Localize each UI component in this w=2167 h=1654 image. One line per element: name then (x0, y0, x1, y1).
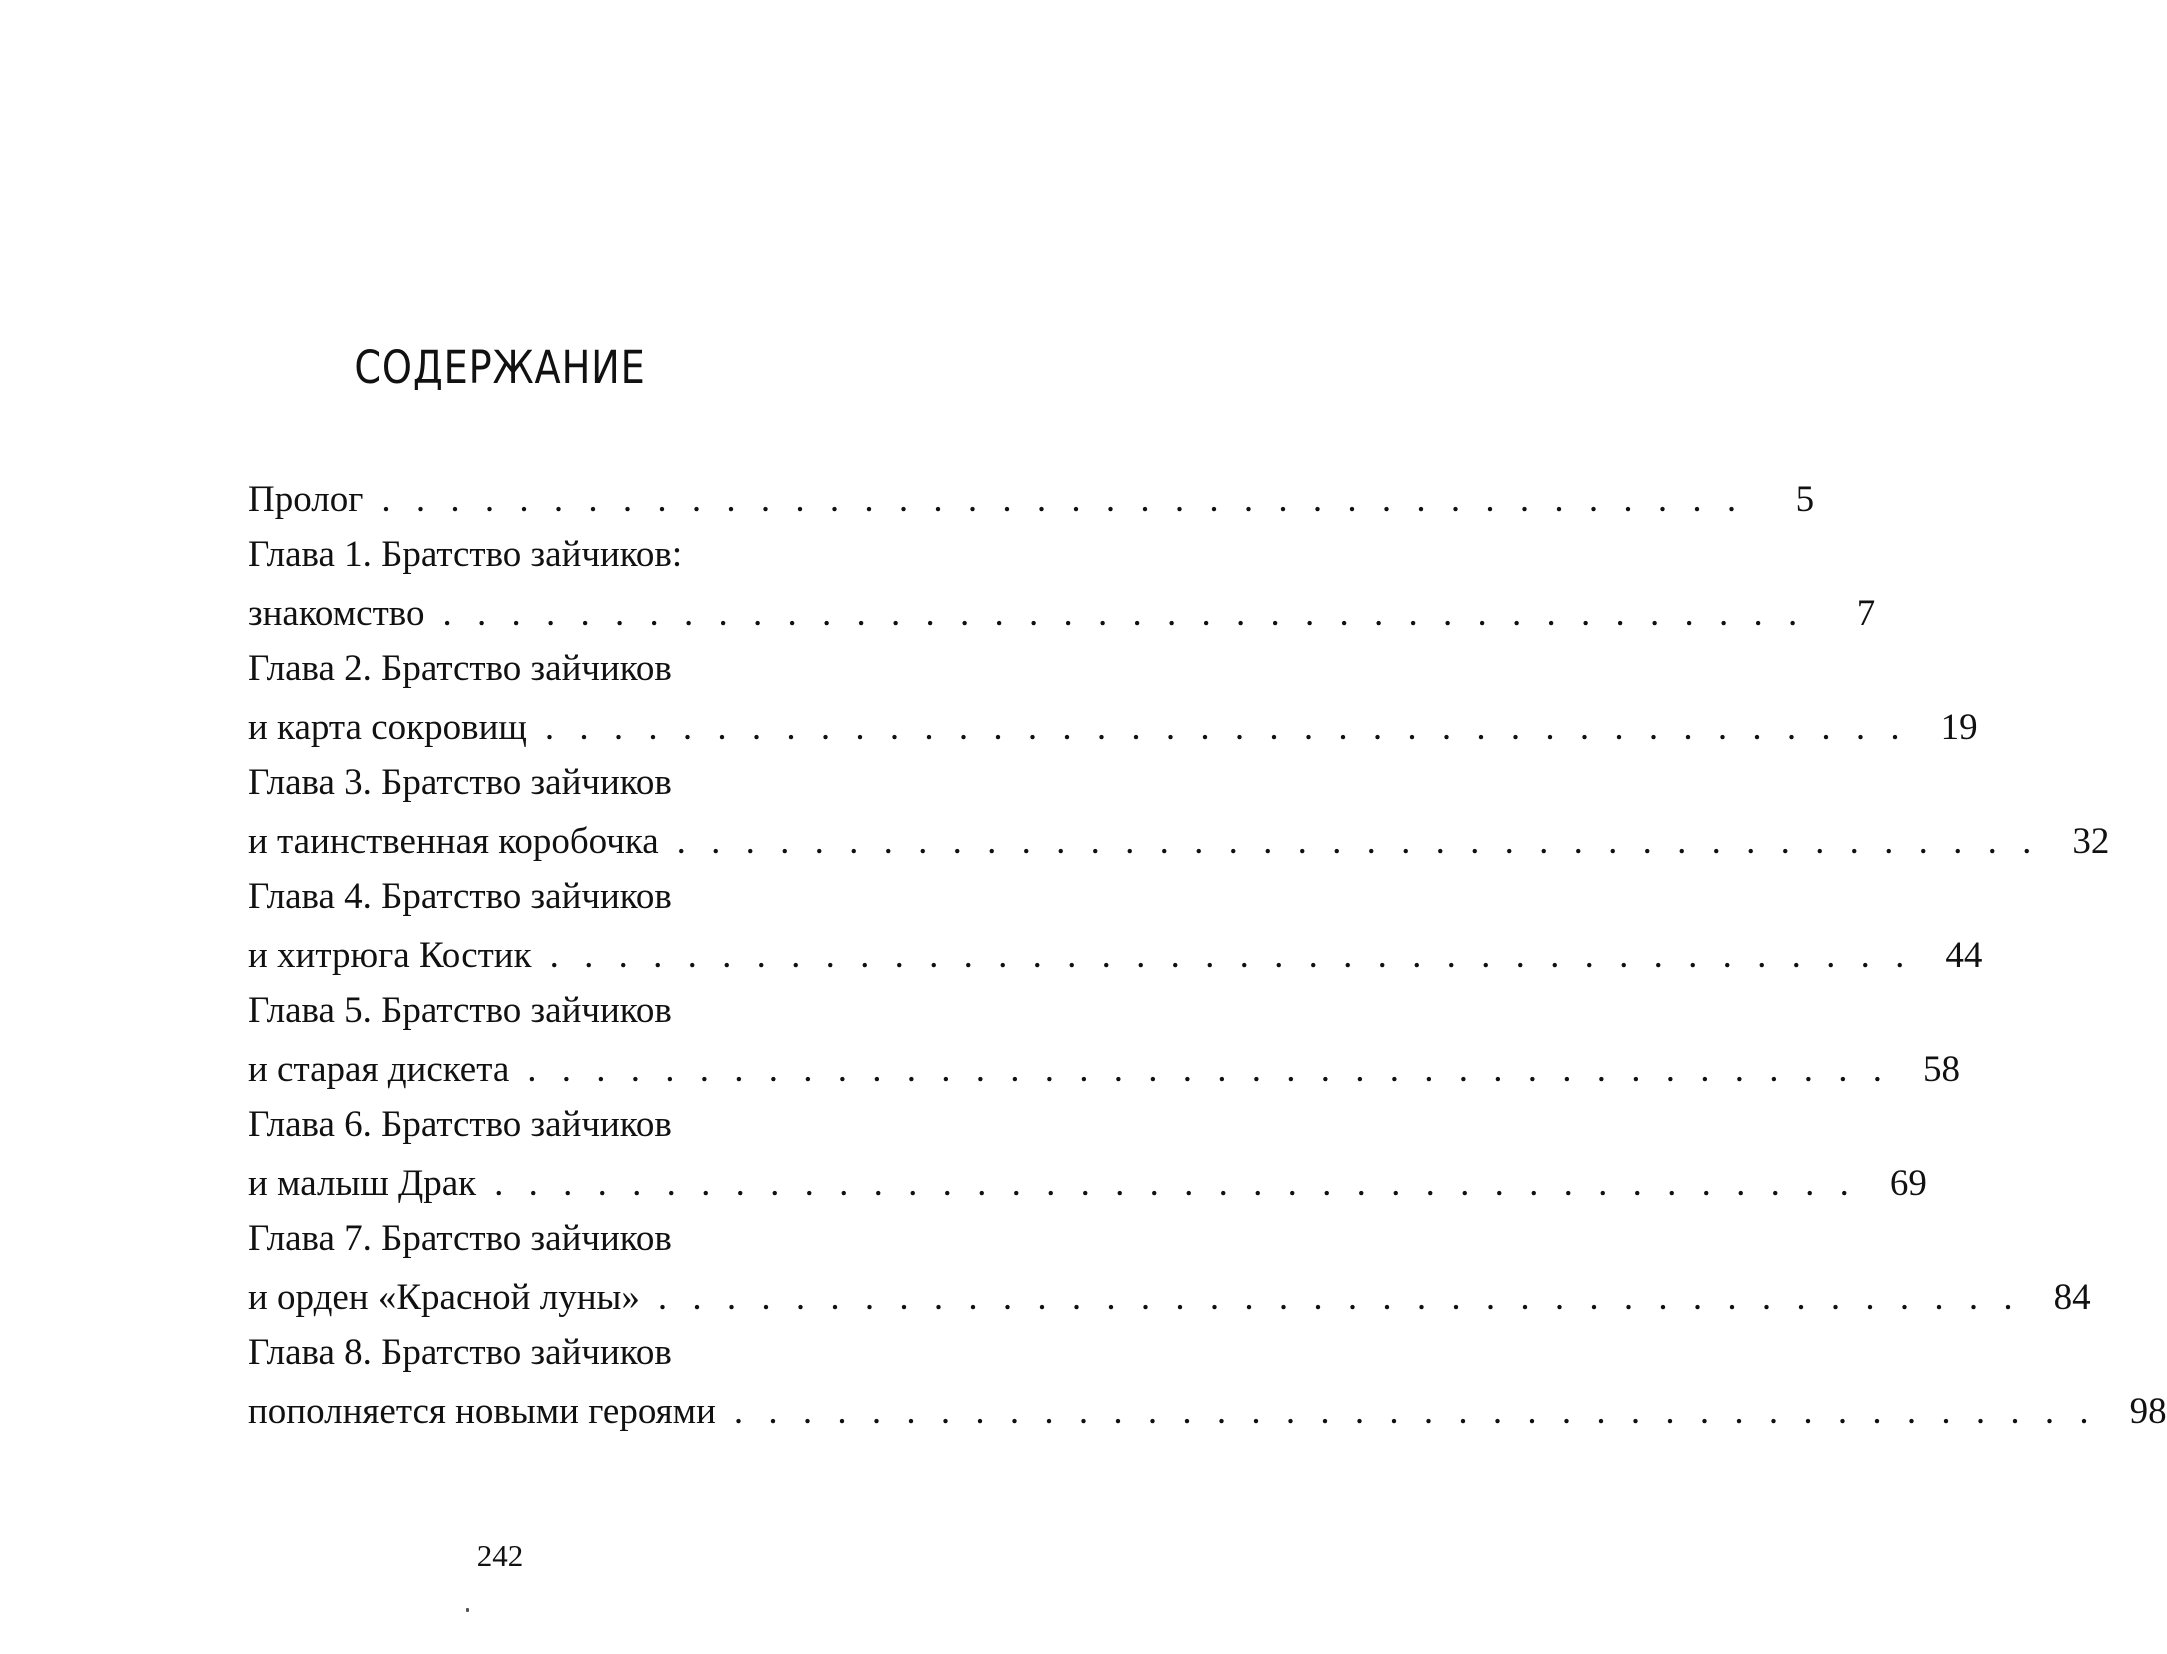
dot-leader: . . . . . . . . . . . . . . . . . . . . . . . . . . . . . . . . . . . . . . . . (527, 1049, 1891, 1090)
table-of-contents (248, 470, 2167, 1441)
toc-entry-line: Глава 8. Братство зайчиков (248, 1332, 672, 1373)
toc-entry-line: и таинственная коробочка (248, 821, 659, 862)
toc-entry (248, 639, 1978, 757)
toc-entry-line: и старая дискета (248, 1049, 510, 1090)
toc-page-number: 69 (1889, 1163, 1927, 1204)
toc-page-number: 5 (1795, 479, 1815, 520)
toc-entry-row (248, 1040, 1961, 1099)
toc-entry-line: Глава 7. Братство зайчиков (248, 1218, 672, 1259)
toc-entry-line: пополняется новыми героями (248, 1391, 716, 1432)
toc-entry (248, 1323, 2167, 1441)
toc-entry-row (248, 1154, 1927, 1213)
toc-entry-row (248, 926, 1983, 985)
toc-entry-line: и малыш Драк (248, 1163, 477, 1204)
toc-entry (248, 981, 1961, 1099)
toc-entry-line: Глава 2. Братство зайчиков (248, 648, 672, 689)
print-speck (466, 1608, 469, 1612)
toc-entry-line: Глава 4. Братство зайчиков (248, 876, 672, 917)
toc-entry-line: и хитрюга Костик (248, 935, 532, 976)
dot-leader: . . . . . . . . . . . . . . . . . . . . . . . . . . . . . . . . . . . . . . . . (657, 1277, 2021, 1318)
toc-entry-line: Глава 6. Братство зайчиков (248, 1104, 672, 1145)
toc-entry-row (248, 1382, 2167, 1441)
toc-entry-line: Пролог (248, 479, 364, 520)
dot-leader: . . . . . . . . . . . . . . . . . . . . . . . . . . . . . . . . . . . . . . . . (381, 479, 1745, 520)
toc-entry-line: Глава 3. Братство зайчиков (248, 762, 672, 803)
toc-page-number: 98 (2129, 1391, 2167, 1432)
page-title: СОДЕРЖАНИЕ (354, 341, 646, 394)
toc-entry-line: знакомство (248, 593, 425, 634)
dot-leader: . . . . . . . . . . . . . . . . . . . . . . . . . . . . . . . . . . . . . . . . (676, 821, 2040, 862)
toc-page-number: 58 (1923, 1049, 1961, 1090)
toc-entry-line: и карта сокровищ (248, 707, 527, 748)
dot-leader: . . . . . . . . . . . . . . . . . . . . . . . . . . . . . . . . . . . . . . . . (442, 593, 1806, 634)
dot-leader: . . . . . . . . . . . . . . . . . . . . . . . . . . . . . . . . . . . . . . . . (549, 935, 1913, 976)
toc-entry (248, 753, 2110, 871)
dot-leader: . . . . . . . . . . . . . . . . . . . . . . . . . . . . . . . . . . . . . . . . (494, 1163, 1857, 1204)
toc-page-number: 32 (2072, 821, 2110, 862)
toc-entry-line: Глава 1. Братство зайчиков: (248, 534, 683, 575)
toc-entry (248, 470, 1815, 529)
toc-entry-row (248, 698, 1978, 757)
dot-leader: . . . . . . . . . . . . . . . . . . . . . . . . . . . . . . . . . . . . . . . . (544, 707, 1908, 748)
toc-entry (248, 525, 1876, 643)
toc-entry-row (248, 470, 1815, 529)
toc-page-number: 19 (1940, 707, 1978, 748)
toc-page-number: 7 (1856, 593, 1876, 634)
toc-page-number: 44 (1945, 935, 1983, 976)
toc-entry-line: и орден «Красной луны» (248, 1277, 640, 1318)
toc-entry-row (248, 812, 2110, 871)
toc-page-number: 84 (2053, 1277, 2091, 1318)
toc-entry (248, 1095, 1927, 1213)
toc-entry-row (248, 1268, 2091, 1327)
page-number: 242 (476, 1538, 524, 1573)
dot-leader: . . . . . . . . . . . . . . . . . . . . . . . . . . . . . . . . . . . . . . . . (733, 1391, 2097, 1432)
toc-entry (248, 1209, 2091, 1327)
toc-entry-row (248, 584, 1876, 643)
toc-entry (248, 867, 1983, 985)
toc-entry-line: Глава 5. Братство зайчиков (248, 990, 672, 1031)
